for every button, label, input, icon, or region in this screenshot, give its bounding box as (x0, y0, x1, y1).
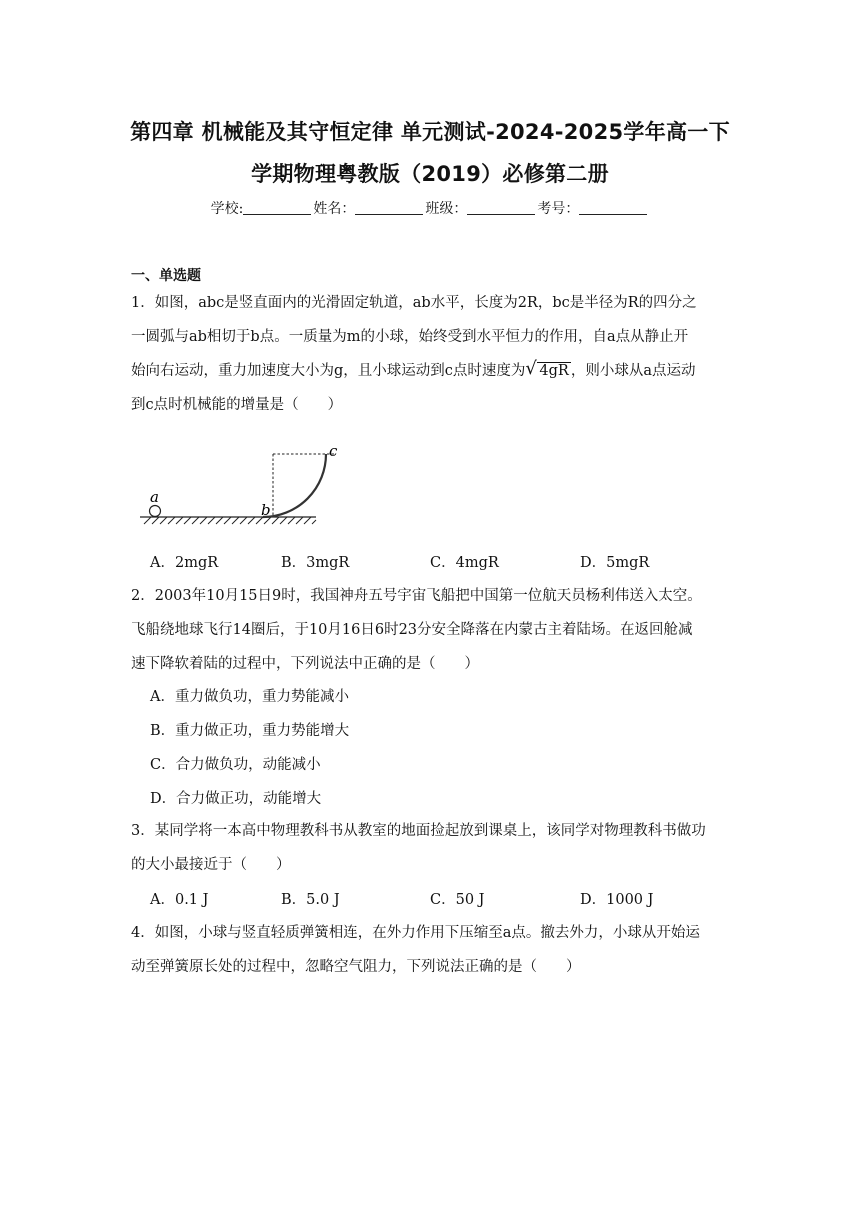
q1-line2: 一圆弧与ab相切于b点。一质量为m的小球，始终受到水平恒力的作用，自a点从静止开 (131, 329, 689, 345)
school-label: 学校: (210, 201, 244, 217)
q1-option-c[interactable]: C．4mgR (430, 555, 499, 571)
q3-options (150, 888, 710, 910)
q1-option-a[interactable]: A．2mgR (150, 555, 219, 571)
question-1-text (131, 286, 731, 422)
q3-option-a[interactable]: A．0.1 J (150, 892, 209, 908)
q4-line1: 4．如图，小球与竖直轻质弹簧相连，在外力作用下压缩至a点。撤去外力，小球从开始运 (131, 925, 700, 941)
q1-line3: 始向右运动，重力加速度大小为g，且小球运动到c点时速度为 √ 4gR ，则小球从a点运动 (131, 354, 731, 388)
name-blank[interactable] (355, 200, 423, 215)
class-blank[interactable] (467, 200, 535, 215)
student-info-line (0, 198, 860, 218)
q1-option-d[interactable]: D．5mgR (580, 555, 650, 571)
q1-option-b[interactable]: B．3mgR (281, 555, 350, 571)
name-label: 姓名： (313, 201, 356, 217)
q1-track-figure (138, 440, 338, 530)
question-2-text (131, 579, 731, 681)
section-title: 一、单选题 (131, 268, 201, 284)
q2-line3: 速下降软着陆的过程中，下列说法中正确的是（ ） (131, 656, 479, 672)
q2-option-b[interactable]: B．重力做正功，重力势能增大 (150, 723, 350, 739)
exam-no-blank[interactable] (579, 200, 647, 215)
q3-line1: 3．某同学将一本高中物理教科书从教室的地面捡起放到课桌上，该同学对物理教科书做功 (131, 823, 706, 839)
q4-line2: 动至弹簧原长处的过程中，忽略空气阻力，下列说法正确的是（ ） (131, 959, 581, 975)
q3-option-c[interactable]: C．50 J (430, 892, 485, 908)
q1-options (150, 551, 710, 573)
question-4-text (131, 916, 731, 984)
q1-line4: 到c点时机械能的增量是（ ） (131, 397, 343, 413)
exam-no-label: 考号： (537, 201, 580, 217)
q2-line1: 2．2003年10月15日9时，我国神舟五号宇宙飞船把中国第一位航天员杨利伟送入太空。 (131, 588, 702, 604)
label-a: a (150, 488, 159, 506)
document-title-line1: 第四章 机械能及其守恒定律 单元测试-2024-2025学年高一下 (130, 120, 730, 144)
ball-shape (150, 506, 161, 517)
sqrt-expression: √ 4gR (525, 358, 569, 379)
q3-line2: 的大小最接近于（ ） (131, 857, 291, 873)
class-label: 班级： (425, 201, 468, 217)
q2-option-c[interactable]: C．合力做负功，动能减小 (150, 757, 321, 773)
question-3-text (131, 814, 731, 882)
quarter-arc (263, 454, 326, 517)
q3-option-d[interactable]: D．1000 J (580, 892, 654, 908)
school-blank[interactable] (243, 200, 311, 215)
q3-option-b[interactable]: B．5.0 J (281, 892, 340, 908)
document-title-line2: 学期物理粤教版（2019）必修第二册 (251, 162, 609, 186)
label-c: c (329, 442, 338, 460)
q1-line1: 1．如图，abc是竖直面内的光滑固定轨道，ab水平，长度为2R，bc是半径为R的四分之 (131, 295, 697, 311)
q2-line2: 飞船绕地球飞行14圈后，于10月16日6时23分安全降落在内蒙古主着陆场。在返回舱减 (131, 622, 693, 638)
q2-option-d[interactable]: D．合力做正功，动能增大 (150, 791, 322, 807)
q2-option-a[interactable]: A．重力做负功，重力势能减小 (150, 689, 349, 705)
label-b: b (261, 501, 271, 519)
